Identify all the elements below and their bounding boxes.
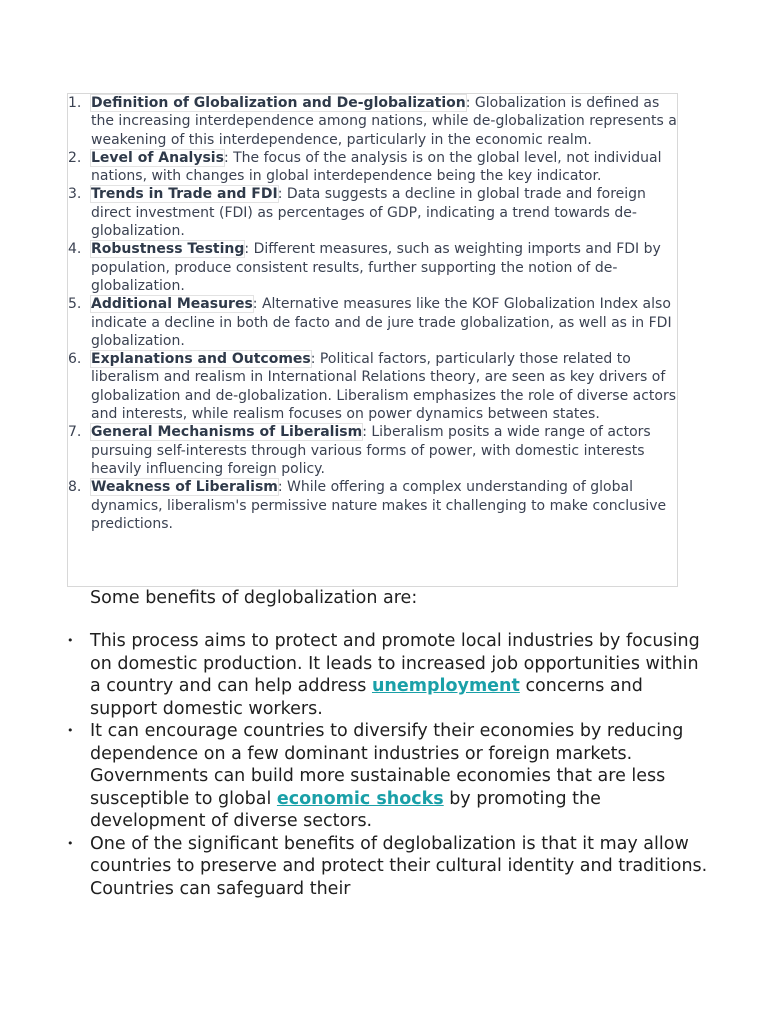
summary-list: [68, 94, 677, 533]
summary-item: [91, 185, 677, 240]
summary-item: [91, 295, 677, 350]
summary-item-title: General Mechanisms of Liberalism: [91, 424, 363, 441]
summary-item: [91, 240, 677, 295]
summary-item-text: : Different measures, such as weighting imports and FDI by population, produce consistent results, further supporting the notion of de-globalization.: [91, 241, 661, 294]
benefits-heading: Some benefits of deglobalization are:: [90, 588, 418, 608]
economic-shocks-link[interactable]: economic shocks: [276, 788, 444, 809]
summary-item-text: : While offering a complex understanding of global dynamics, liberalism's permissive nature makes it challenging to make conclusive predictions.: [91, 479, 667, 532]
benefit-text: by promoting the development of diverse sectors.: [90, 788, 601, 831]
summary-item: [91, 423, 677, 478]
summary-item-title: Definition of Globalization and De-globalization: [91, 95, 466, 111]
summary-item: [91, 94, 677, 149]
summary-item-title: Robustness Testing: [91, 241, 245, 258]
summary-item-text: : Liberalism posits a wide range of actors pursuing self-interests through various forms of power, with domestic interests heavily influencing foreign policy.: [91, 424, 651, 477]
summary-item-text: : The focus of the analysis is on the global level, not individual nations, with changes in global interdependence being the key indicator.: [91, 149, 662, 185]
summary-item-text: : Data suggests a decline in global trade and foreign direct investment (FDI) as percentages of GDP, indicating a trend towards de-globalization.: [91, 186, 646, 240]
benefit-item: [90, 630, 708, 720]
summary-box: [67, 93, 678, 587]
benefit-item: [90, 833, 708, 901]
summary-item-title: Additional Measures: [91, 296, 253, 313]
benefit-item: [90, 720, 708, 833]
unemployment-link[interactable]: unemployment: [371, 676, 520, 696]
summary-item: [91, 149, 677, 186]
summary-item-title: Level of Analysis: [91, 149, 224, 166]
summary-item-title: Explanations and Outcomes: [91, 351, 311, 368]
summary-item-text: : Globalization is defined as the increasing interdependence among nations, while de-globalization represents a weakening of this interdependence, particularly in the economic realm.: [91, 95, 677, 148]
summary-item-title: Weakness of Liberalism: [91, 479, 278, 496]
summary-item-title: Trends in Trade and FDI: [91, 186, 278, 203]
benefit-text: One of the significant benefits of deglobalization is that it may allow countries to preserve and protect their cultural identity and traditions. Countries can safeguard their: [90, 833, 708, 899]
benefit-text: concerns and support domestic workers.: [90, 676, 643, 719]
summary-item: [91, 350, 677, 423]
benefits-list: [67, 630, 708, 900]
summary-item-text: : Alternative measures like the KOF Globalization Index also indicate a decline in both de facto and de jure trade globalization, as well as in FDI globalization.: [91, 296, 672, 349]
benefit-text: This process aims to protect and promote local industries by focusing on domestic production. It leads to increased job opportunities within a country and can help address: [90, 631, 700, 696]
summary-item-text: : Political factors, particularly those related to liberalism and realism in International Relations theory, are seen as key drivers of globalization and de-globalization. Liberalism emphasizes the role of diverse actors and interests, while realism focuses on power dynamics between states.: [91, 351, 677, 423]
benefit-text: It can encourage countries to diversify their economies by reducing dependence on a few dominant industries or foreign markets. Governments can build more sustainable economies that are less susceptible to global: [90, 721, 684, 809]
summary-item: [91, 478, 677, 533]
